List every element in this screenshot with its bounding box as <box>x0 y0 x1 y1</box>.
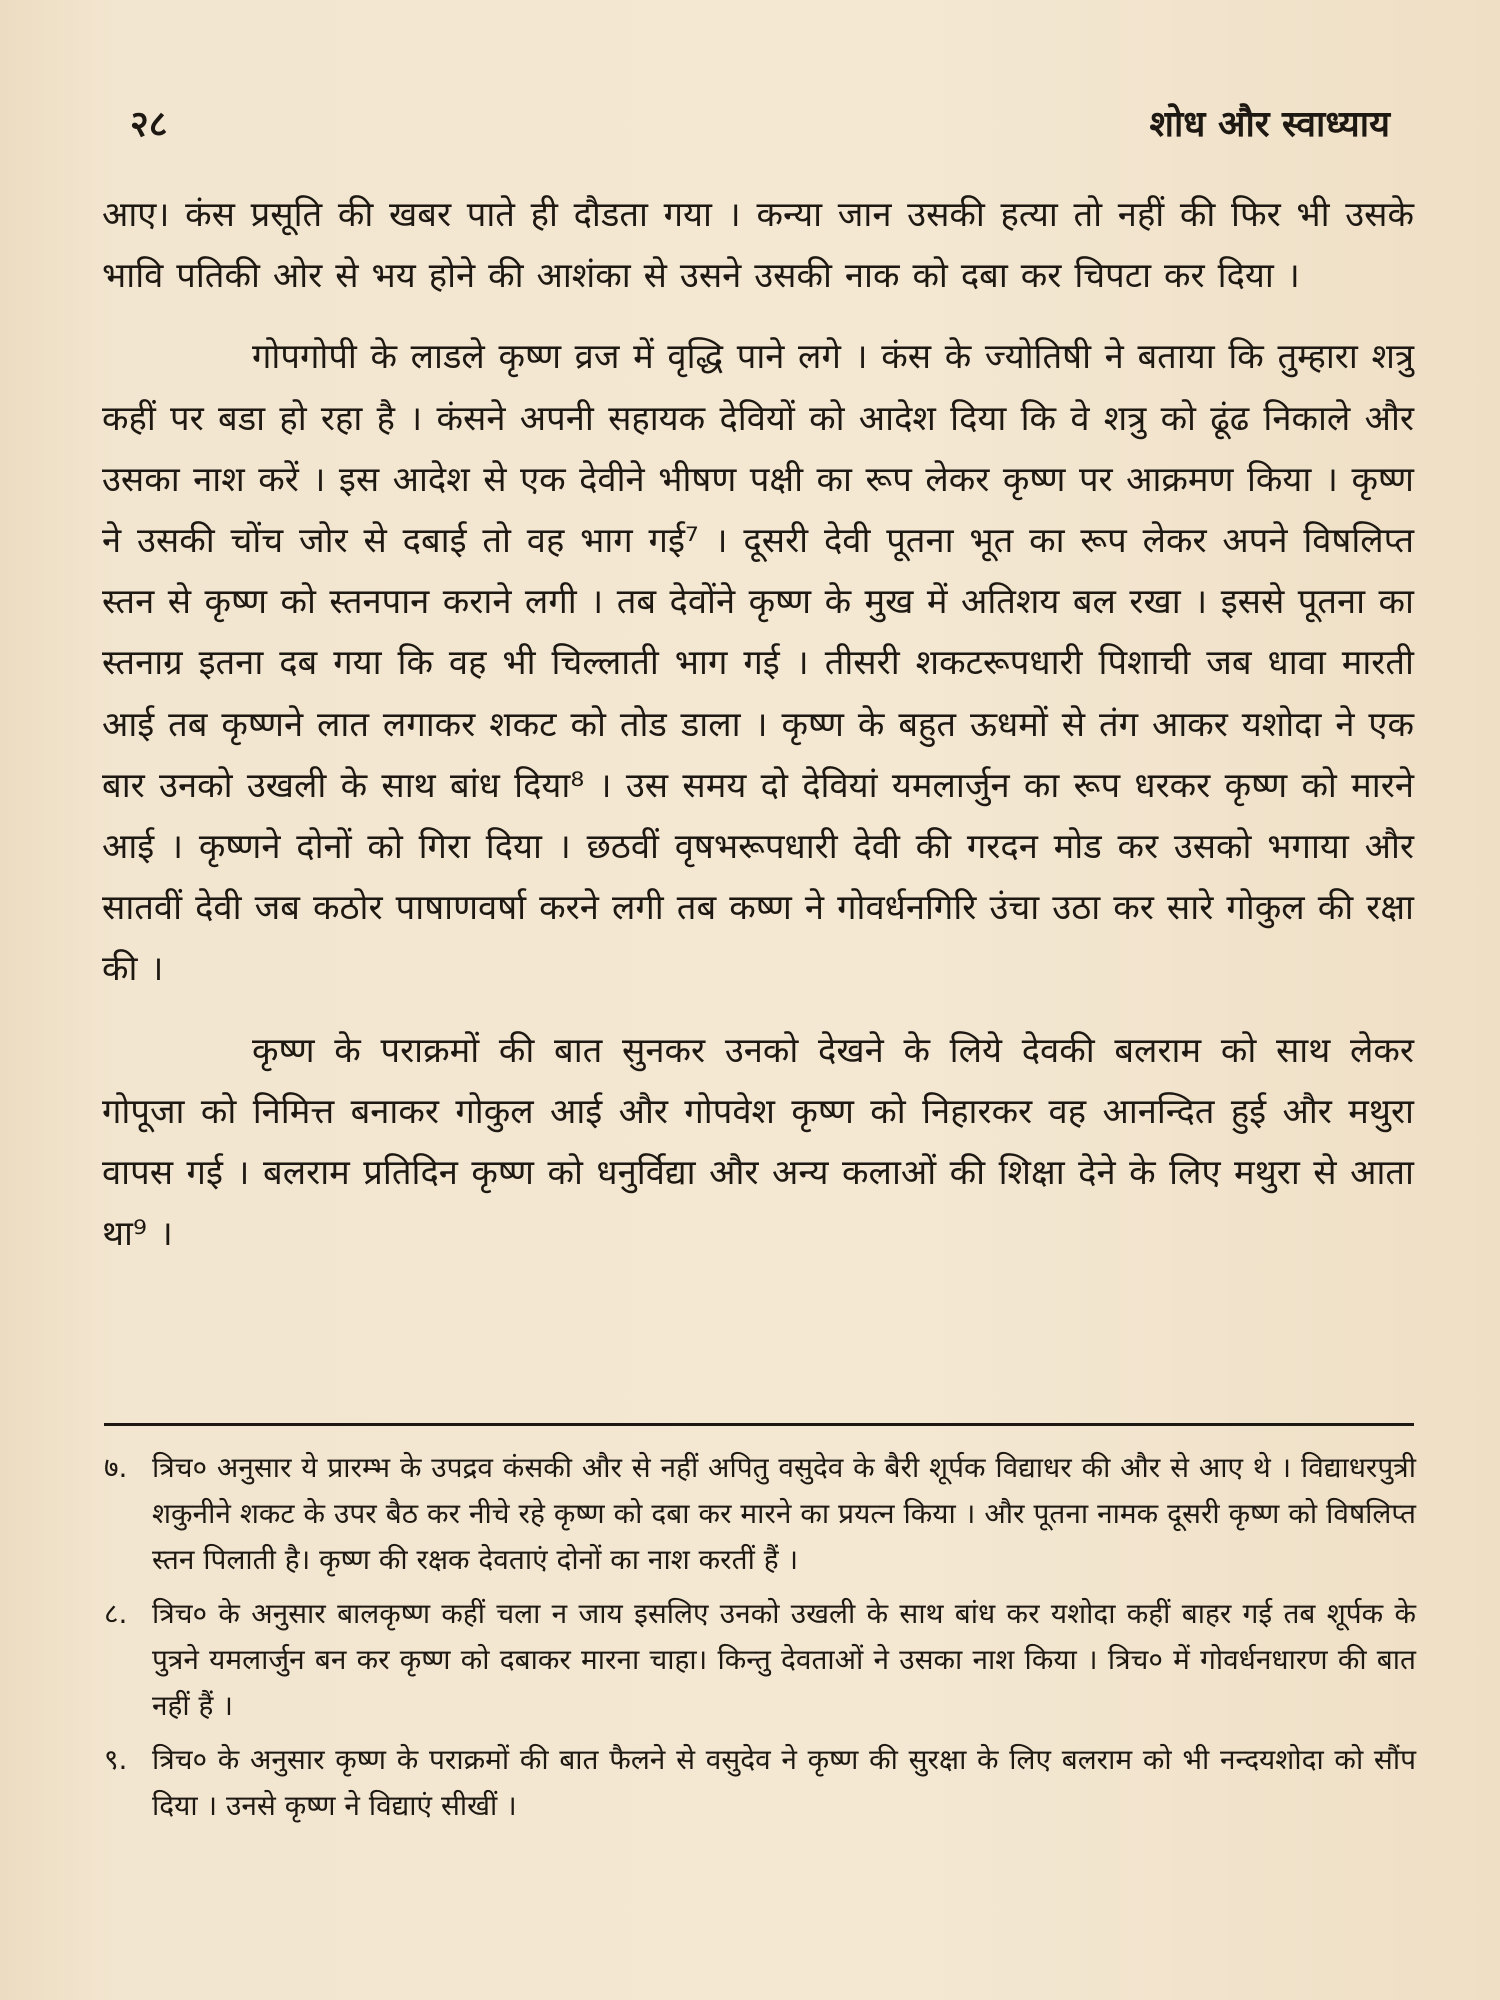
footnote-separator <box>104 1423 1414 1426</box>
running-title: शोध और स्वाध्याय <box>1149 104 1390 145</box>
footnote-number: ९. <box>104 1743 128 1776</box>
footnote <box>104 1737 1416 1829</box>
footnote-text: त्रिच० के अनुसार बालकृष्ण कहीं चला न जाय इसलिए उनको उखली के साथ बांध कर यशोदा कहीं बाहर गई तब शूर्पक के पुत्रने यमलार्जुन बन कर कृष्ण को दबाकर मारना चाहा। किन्तु देवताओं ने उसका नाश किया । त्रिच० में गोवर्धनधारण की बात नहीं हैं । <box>152 1597 1416 1722</box>
paragraph: गोपगोपी के लाडले कृष्ण व्रज में वृद्धि पाने लगे । कंस के ज्योतिषी ने बताया कि तुम्हारा शत्रु कहीं पर बडा हो रहा है । कंसने अपनी सहायक देवियों को आदेश दिया कि वे शत्रु को ढूंढ निकाले और उसका नाश करें । इस आदेश से एक देवीने भीषण पक्षी का रूप लेकर कृष्ण पर आक्रमण किया । कृष्ण ने उसकी चोंच जोर से दबाई तो वह भाग गई⁷ । दूसरी देवी पूतना भूत का रूप लेकर अपने विषलिप्त स्तन से कृष्ण को स्तनपान कराने लगी । तब देवोंने कृष्ण के मुख में अतिशय बल रखा । इससे पूतना का स्तनाग्र इतना दब गया कि वह भी चिल्लाती भाग गई । तीसरी शकटरूपधारी पिशाची जब धावा मारती आई तब कृष्णने लात लगाकर शकट को तोड डाला । कृष्ण के बहुत ऊधमों से तंग आकर यशोदा ने एक बार उनको उखली के साथ बांध दिया⁸ । उस समय दो देवियां यमलार्जुन का रूप धरकर कृष्ण को मारने आई । कृष्णने दोनों को गिरा दिया । छठवीं वृषभरूपधारी देवी की गरदन मोड कर उसको भगाया और सातवीं देवी जब कठोर पाषाणवर्षा करने लगी तब कष्ण ने गोवर्धनगिरि उंचा उठा कर सारे गोकुल की रक्षा की । <box>102 337 1414 990</box>
body-text <box>102 185 1414 1265</box>
footnote-text: त्रिच० अनुसार ये प्रारम्भ के उपद्रव कंसकी और से नहीं अपितु वसुदेव के बैरी शूर्पक विद्याधर की और से आए थे । विद्याधरपुत्री शकुनीने शकट के उपर बैठ कर नीचे रहे कृष्ण को दबा कर मारने का प्रयत्न किया । और पूतना नामक दूसरी कृष्ण को विषलिप्त स्तन पिलाती है। कृष्ण की रक्षक देवताएं दोनों का नाश करतीं हैं । <box>152 1451 1416 1576</box>
footnote-text: त्रिच० के अनुसार कृष्ण के पराक्रमों की बात फैलने से वसुदेव ने कृष्ण की सुरक्षा के लिए बलराम को भी नन्दयशोदा को सौंप दिया । उनसे कृष्ण ने विद्याएं सीखीं । <box>152 1743 1416 1822</box>
page-number: २८ <box>130 104 168 145</box>
footnote-number: ८. <box>104 1597 128 1630</box>
footnote <box>104 1445 1416 1583</box>
paragraph-continued: आए। कंस प्रसूति की खबर पाते ही दौडता गया । कन्या जान उसकी हत्या तो नहीं की फिर भी उसके भावि पतिकी ओर से भय होने की आशंका से उसने उसकी नाक को दबा कर चिपटा कर दिया । <box>102 195 1414 297</box>
page-header <box>130 98 1390 158</box>
paragraph: कृष्ण के पराक्रमों की बात सुनकर उनको देखने के लिये देवकी बलराम को साथ लेकर गोपूजा को निमित्त बनाकर गोकुल आई और गोपवेश कृष्ण को निहारकर वह आनन्दित हुई और मथुरा वापस गई । बलराम प्रतिदिन कृष्ण को धनुर्विद्या और अन्य कलाओं की शिक्षा देने के लिए मथुरा से आता था⁹ । <box>102 1030 1414 1255</box>
footnotes <box>104 1445 1416 1837</box>
footnote-number: ७. <box>104 1451 128 1484</box>
footnote <box>104 1591 1416 1729</box>
